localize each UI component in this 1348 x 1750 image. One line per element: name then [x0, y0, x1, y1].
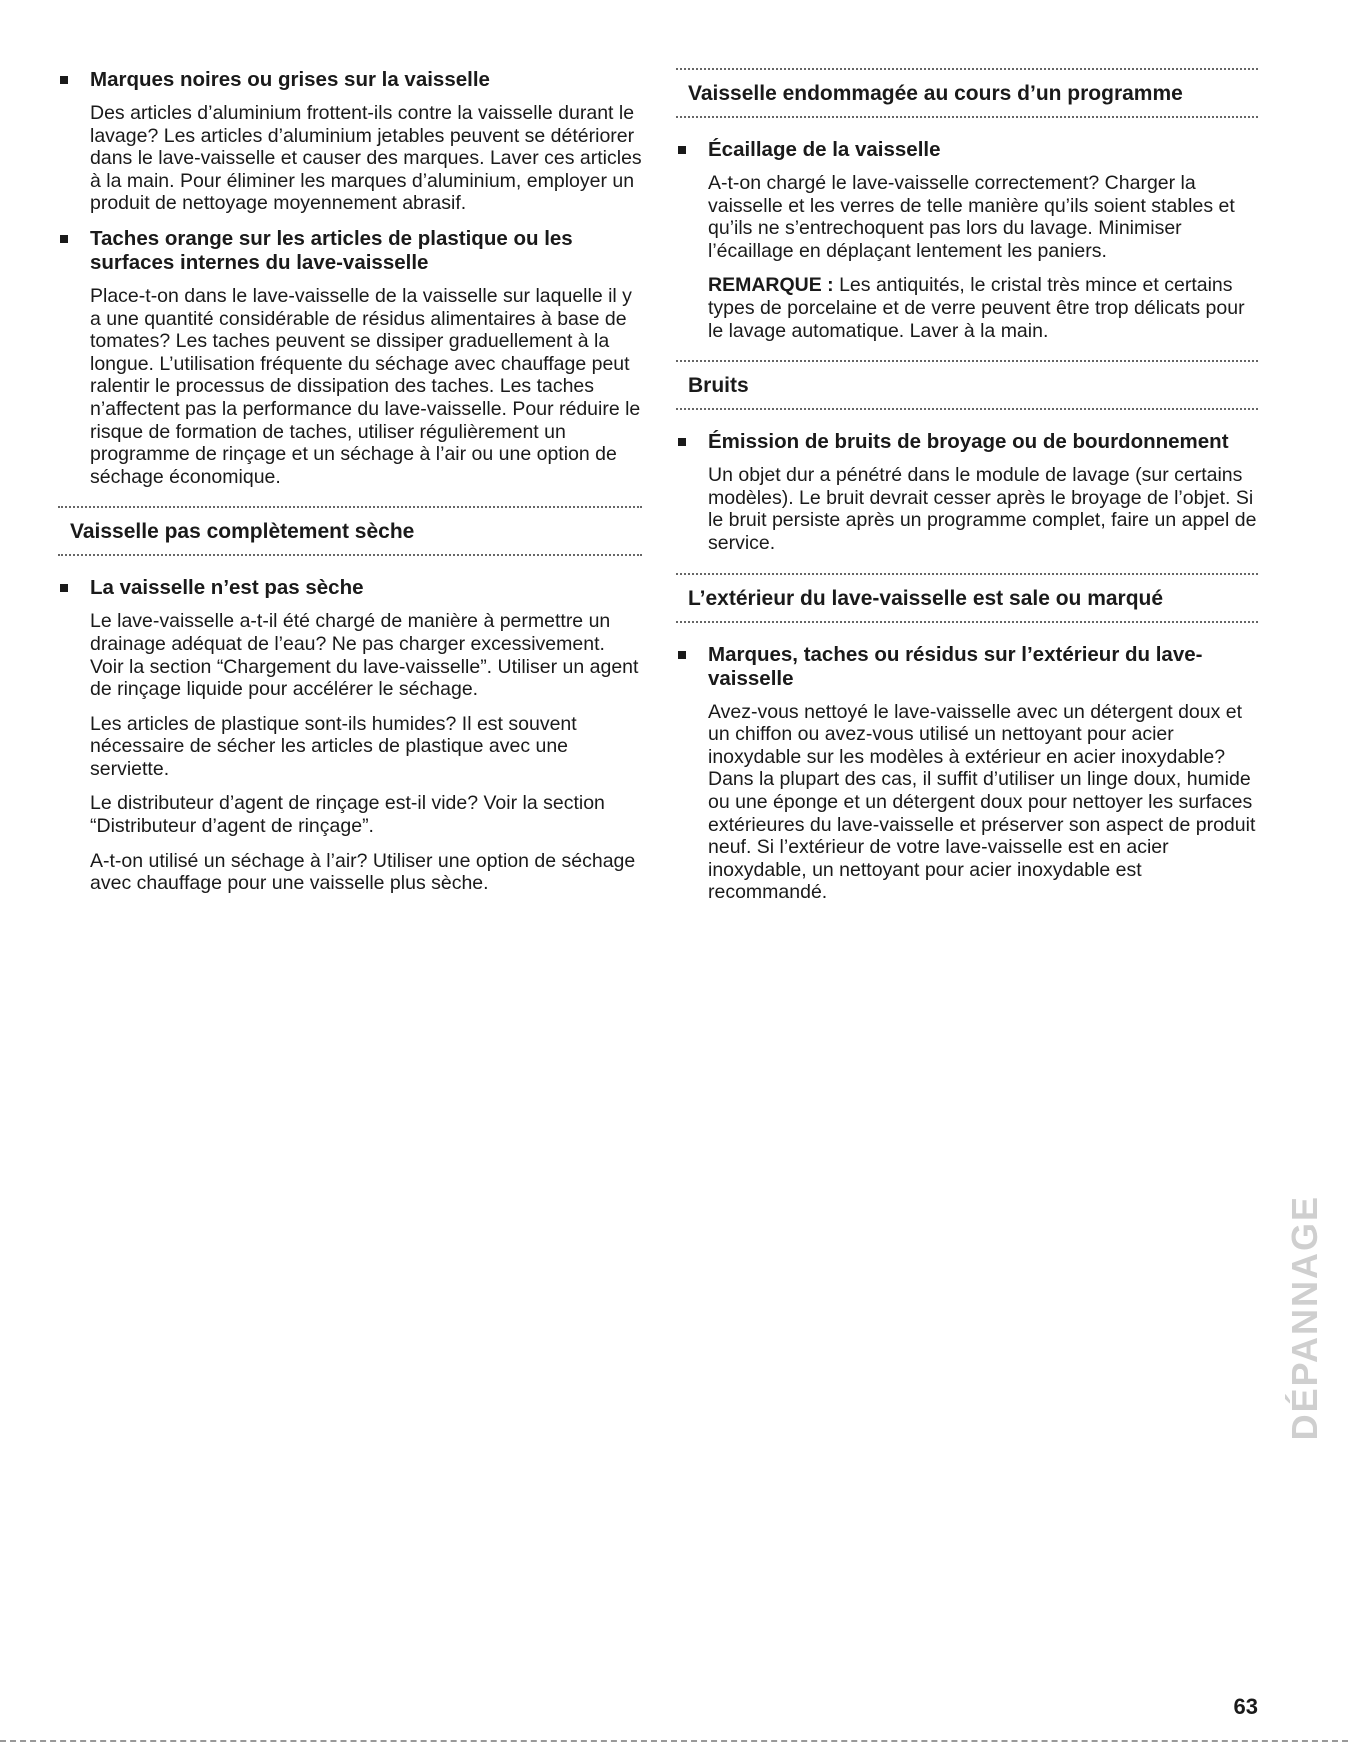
item-heading-orange-stains [58, 227, 642, 275]
side-tab-text: DÉPANNAGE [1284, 1195, 1325, 1441]
note-text: Les antiquités, le cristal très mince et certains types de porcelaine et de verre peuvent être trop délicats pour le lavage automatique. Laver à la main. [708, 274, 1245, 342]
right-column [676, 68, 1258, 916]
note-paragraph [708, 274, 1258, 342]
item-heading-text: Taches orange sur les articles de plastique ou les surfaces internes du lave-vaisselle [90, 226, 573, 274]
bullet-icon [678, 651, 686, 659]
bullet-icon [678, 438, 686, 446]
item-heading-dishes-not-dry [58, 576, 642, 600]
item-heading-text: Écaillage de la vaisselle [708, 138, 941, 161]
item-heading-text: Marques noires ou grises sur la vaisselle [90, 68, 490, 91]
paragraph: Place-t-on dans le lave-vaisselle de la vaisselle sur laquelle il y a une quantité considérable de résidus alimentaires à base de tomates? Les taches peuvent se dissiper graduellement à la longue. L’utilisation fréquente du séchage avec chauffage peut ralentir le processus de dissipation des taches. Les taches n’affectent pas la performance du lave-vaisselle. Pour réduire le risque de formation de taches, utiliser régulièrement un programme de rinçage et un séchage à l’air ou une option de séchage économique. [90, 284, 641, 488]
side-tab-label [1284, 1195, 1325, 1495]
paragraph: Un objet dur a pénétré dans le module de lavage (sur certains modèles). Le bruit devrait cesser après le broyage de l’objet. Si le bruit persiste après un programme complet, faire un appel de service. [708, 464, 1257, 554]
paragraph: Avez-vous nettoyé le lave-vaisselle avec un détergent doux et un chiffon ou avez-vous utilisé un nettoyant pour acier inoxydable sur les modèles à extérieur en acier inoxydable? Dans la plupart des cas, il suffit d’utiliser un linge doux, humide ou une éponge et un détergent doux pour nettoyer les surfaces extérieures du lave-vaisselle et préserver son aspect de produit neuf. Si l’extérieur de votre lave-vaisselle est en acier inoxydable, un nettoyant pour acier inoxydable est recommandé. [708, 700, 1256, 904]
bullet-icon [60, 76, 68, 84]
bullet-icon [60, 235, 68, 243]
item-heading-text: Marques, taches ou résidus sur l’extérieur du lave-vaisselle [708, 642, 1203, 690]
section-heading-damaged-dishes: Vaisselle endommagée au cours d’un programme [676, 68, 1258, 118]
item-heading-black-marks [58, 68, 642, 92]
paragraph: Le distributeur d’agent de rinçage est-il vide? Voir la section “Distributeur d’agent de rinçage”. [90, 792, 605, 838]
paragraph: A-t-on chargé le lave-vaisselle correctement? Charger la vaisselle et les verres de telle manière qu’ils soient stables et qu’ils ne s’entrechoquent pas lors du lavage. Minimiser l’écaillage en déplaçant lentement les paniers. [708, 172, 1235, 262]
paragraph: Des articles d’aluminium frottent-ils contre la vaisselle durant le lavage? Les articles d’aluminium jetables peuvent se détériorer dans le lave-vaisselle et causer des marques. Laver ces articles à la main. Pour éliminer les marques d’aluminium, employer un produit de nettoyage moyennement abrasif. [90, 102, 642, 215]
bullet-icon [678, 146, 686, 154]
note-label: REMARQUE : [708, 274, 834, 297]
section-heading-exterior: L’extérieur du lave-vaisselle est sale ou marqué [676, 573, 1258, 623]
bottom-rule [0, 1740, 1348, 1742]
paragraph: A-t-on utilisé un séchage à l’air? Utiliser une option de séchage avec chauffage pour une vaisselle plus sèche. [90, 849, 636, 895]
section-heading-noises: Bruits [676, 360, 1258, 410]
bullet-icon [60, 584, 68, 592]
page-number: 63 [1233, 1694, 1258, 1719]
left-column [58, 68, 642, 907]
section-heading-not-dry: Vaisselle pas complètement sèche [58, 506, 642, 556]
item-heading-exterior-marks [676, 643, 1258, 691]
paragraph: Les articles de plastique sont-ils humides? Il est souvent nécessaire de sécher les articles de plastique avec une serviette. [90, 712, 577, 780]
paragraph: Le lave-vaisselle a-t-il été chargé de manière à permettre un drainage adéquat de l’eau? Ne pas charger excessivement. Voir la section “Chargement du lave-vaisselle”. Utiliser un agent de rinçage liquide pour accélérer le séchage. [90, 610, 639, 701]
item-heading-grinding-noise [676, 430, 1258, 454]
item-heading-text: Émission de bruits de broyage ou de bourdonnement [708, 430, 1229, 454]
item-heading-text: La vaisselle n’est pas sèche [90, 576, 364, 600]
item-heading-chipping [676, 138, 1258, 162]
